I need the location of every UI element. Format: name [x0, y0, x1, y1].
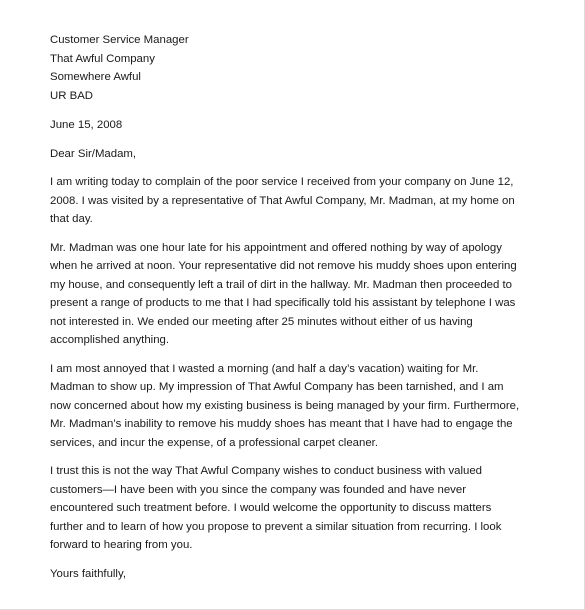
letter-body [50, 31, 520, 583]
paragraph-3: I am most annoyed that I wasted a morning (and half a day’s vacation) waiting for Mr. Madman to show up. My impression of That Awful Company has been tarnished, and I am now concerned about how my existing business is being managed by your firm. Furthermore, Mr. Madman’s inability to remove his muddy shoes has meant that I have had to engage the services, and incur the expense, of a professional carpet cleaner. [50, 362, 520, 449]
paragraph-1: I am writing today to complain of the poor service I received from your company on June 12, 2008. I was visited by a representative of That Awful Company, Mr. Madman, at my home on that day. [50, 176, 515, 225]
salutation: Dear Sir/Madam, [50, 147, 137, 160]
recipient-company: That Awful Company [50, 52, 155, 65]
letter-date: June 15, 2008 [50, 119, 123, 131]
closing: Yours faithfully, [50, 567, 126, 580]
paragraph-2: Mr. Madman was one hour late for his appointment and offered nothing by way of apology when he arrived at noon. Your representative did not remove his muddy shoes upon entering my house, and consequently left a trail of dirt in the hallway. Mr. Madman then proceeded to present a range of products to me that I had specifically told his assistant by telephone I was not interested in. We ended our meeting after 25 minutes without either of us having accomplished anything. [50, 241, 517, 346]
paragraph-4: I trust this is not the way That Awful Company wishes to conduct business with valued customers—I have been with you since the company was founded and have never encountered such treatment before. I would welcome the opportunity to discuss matters further and to learn of how you propose to prevent a similar situation from recurring. I look forward to hearing from you. [50, 465, 502, 551]
recipient-city: Somewhere Awful [50, 71, 141, 83]
recipient-region: UR BAD [50, 89, 94, 102]
recipient-address [50, 31, 520, 105]
recipient-title: Customer Service Manager [50, 34, 189, 46]
